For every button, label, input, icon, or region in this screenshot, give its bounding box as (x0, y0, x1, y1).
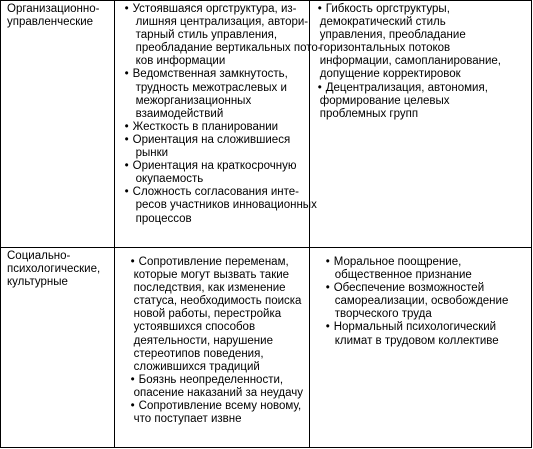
bullet-item (131, 400, 307, 426)
bullet-line (318, 16, 529, 29)
bullet-text: окупаемость (135, 173, 204, 186)
bullet-text: последствия, как изменение (133, 282, 286, 295)
bullet-line (131, 308, 307, 321)
bullet-text: общественное признание (334, 269, 472, 282)
overcoming-cell (309, 248, 531, 448)
bullet-icon: • (124, 120, 129, 133)
bullet-text: допущение корректировок (319, 68, 461, 81)
bullet-line (318, 42, 529, 55)
bullet-item (125, 160, 307, 186)
bullet-line (125, 16, 307, 29)
bullet-text: тарный стиль управления, (135, 29, 278, 42)
bullet-text: самореализации, освобождение (334, 295, 509, 308)
bullet-icon: • (124, 68, 129, 81)
overcoming-list (310, 248, 531, 348)
bullet-text: Гибкость оргструктуры, (325, 3, 450, 15)
bullet-text: Нормальный психологический (333, 321, 497, 334)
bullet-icon: • (325, 256, 330, 268)
table-body (1, 1, 532, 448)
bullet-icon: • (124, 186, 129, 199)
bullet-text: информации, самопланирование, (319, 55, 501, 68)
bullet-line (318, 29, 529, 42)
bullet-text: ресов участников инновационных (135, 199, 317, 212)
bullet-line (318, 68, 529, 81)
row-label (1, 248, 114, 289)
bullet-line (125, 55, 307, 68)
bullet-text: Ориентация на сложившиеся (132, 133, 291, 146)
overcoming-list (310, 1, 531, 121)
row-label-line: Социально- (7, 250, 71, 262)
bullet-text: статуса, необходимость поиска (133, 295, 302, 308)
bullet-text: рынки (135, 147, 169, 160)
bullet-text: стереотипов поведения, (133, 347, 264, 360)
bullet-text: демократический стиль (319, 16, 446, 29)
bullet-line (318, 55, 529, 68)
bullet-text: Ориентация на краткосрочную (132, 160, 297, 173)
bullet-line (131, 256, 307, 269)
bullet-icon: • (325, 282, 330, 295)
bullet-line (131, 335, 307, 348)
bullet-item (131, 374, 307, 400)
bullet-item (131, 256, 307, 374)
bullet-text: творческого труда (334, 308, 432, 321)
bullet-line (318, 3, 529, 16)
bullet-line (326, 308, 529, 321)
bullet-icon: • (130, 373, 135, 386)
bullet-line (125, 29, 307, 42)
bullet-text: новой работы, перестройка (133, 308, 282, 321)
row-label-line: психологические, (7, 263, 101, 276)
bullet-line (125, 82, 307, 95)
barriers-cell (114, 1, 322, 248)
bullet-line (125, 160, 307, 173)
bullet-text: Боязнь неопределенности, (138, 373, 284, 386)
bullet-text: ков информации (135, 55, 226, 68)
bullet-text: Сложность согласования инте- (132, 186, 300, 199)
bullet-icon: • (130, 256, 135, 268)
bullet-text: опасение наказаний за неудачу (133, 386, 303, 399)
bullet-text: управления, преобладание (319, 29, 466, 42)
bullet-line (318, 82, 529, 95)
bullet-item (326, 321, 529, 347)
barriers-list (115, 1, 322, 226)
table-row-organizational (1, 1, 532, 248)
bullet-line (131, 295, 307, 308)
bullet-text: межорганизационных (135, 94, 252, 107)
bullet-text: взаимодействий (135, 107, 224, 120)
bullet-icon: • (130, 400, 135, 413)
bullet-line (131, 400, 307, 413)
bullet-icon: • (124, 160, 129, 173)
bullet-line (318, 95, 529, 108)
bullet-line (131, 374, 307, 387)
bullet-line (318, 108, 529, 121)
row-label-line: Организационно- (7, 3, 100, 15)
bullet-line (125, 95, 307, 108)
bullet-item (326, 282, 529, 321)
bullet-item (125, 68, 307, 120)
bullet-line (125, 147, 307, 160)
bullet-text: Устоявшаяся оргструктура, из- (132, 3, 297, 15)
bullet-item (326, 256, 529, 282)
bullet-item (124, 186, 317, 225)
barriers-list (115, 248, 309, 426)
bullet-icon: • (317, 81, 322, 94)
bullet-line (326, 295, 529, 308)
bullet-text: преобладание вертикальных пото- (135, 42, 322, 55)
bullet-text: трудность межотраслевых и (135, 81, 287, 94)
bullet-text: деятельности, нарушение (133, 334, 273, 347)
bullet-line (125, 134, 307, 147)
bullet-line (131, 321, 307, 334)
overcoming-cell (309, 1, 531, 248)
bullet-line (326, 321, 529, 334)
bullet-line (326, 269, 529, 282)
bullet-text: сложившихся традиций (133, 360, 260, 373)
bullet-line (131, 269, 307, 282)
bullet-item (318, 3, 529, 82)
row-label-line: культурные (7, 276, 68, 289)
bullet-text: Ведомственная замкнутость, (132, 68, 288, 81)
bullet-line (125, 121, 307, 134)
bullet-line (125, 3, 307, 16)
bullet-line (131, 413, 307, 426)
bullet-text: климат в трудовом коллективе (334, 334, 499, 347)
bullet-icon: • (124, 3, 129, 15)
bullet-line (131, 387, 307, 400)
bullet-line (125, 108, 307, 121)
bullet-line (125, 68, 307, 81)
bullet-line (125, 186, 307, 199)
bullet-line (326, 282, 529, 295)
bullet-text: Сопротивление всему новому, (138, 400, 302, 413)
bullet-line (125, 213, 307, 226)
bullet-text: устоявшихся способов (133, 321, 256, 334)
bullet-item (124, 3, 322, 68)
bullet-text: Жесткость в планировании (132, 120, 279, 133)
bullet-item (125, 121, 307, 134)
bullet-text: Обеспечение возможностей (333, 282, 485, 295)
row-label-cell (1, 248, 115, 448)
row-label (1, 1, 114, 29)
row-label-cell (1, 1, 115, 248)
bullet-text: Моральное поощрение, (333, 256, 462, 268)
table-row-social (1, 248, 532, 448)
bullet-text: Децентрализация, автономия, (325, 81, 488, 94)
bullet-text: Сопротивление переменам, (138, 256, 289, 268)
bullet-line (125, 199, 317, 212)
bullet-icon: • (317, 3, 322, 15)
bullet-line (326, 335, 529, 348)
bullet-text: что поступает извне (133, 413, 242, 426)
barriers-cell (114, 248, 309, 448)
bullet-text: лишняя централизация, автори- (135, 16, 309, 29)
bullet-line (125, 42, 322, 55)
bullet-item (318, 82, 529, 121)
bullet-text: горизонтальных потоков (319, 42, 451, 55)
bullet-text: проблемных групп (319, 107, 419, 120)
bullet-icon: • (325, 321, 330, 334)
bullet-text: которые могут вызвать такие (133, 269, 290, 282)
row-label-line: управленческие (7, 16, 94, 29)
bullet-line (131, 348, 307, 361)
bullet-line (125, 173, 307, 186)
bullet-line (131, 361, 307, 374)
bullet-text: процессов (135, 212, 192, 225)
bullet-line (131, 282, 307, 295)
bullet-line (326, 256, 529, 269)
bullet-text: формирование целевых (319, 94, 450, 107)
bullet-item (125, 134, 307, 160)
bullet-icon: • (124, 133, 129, 146)
